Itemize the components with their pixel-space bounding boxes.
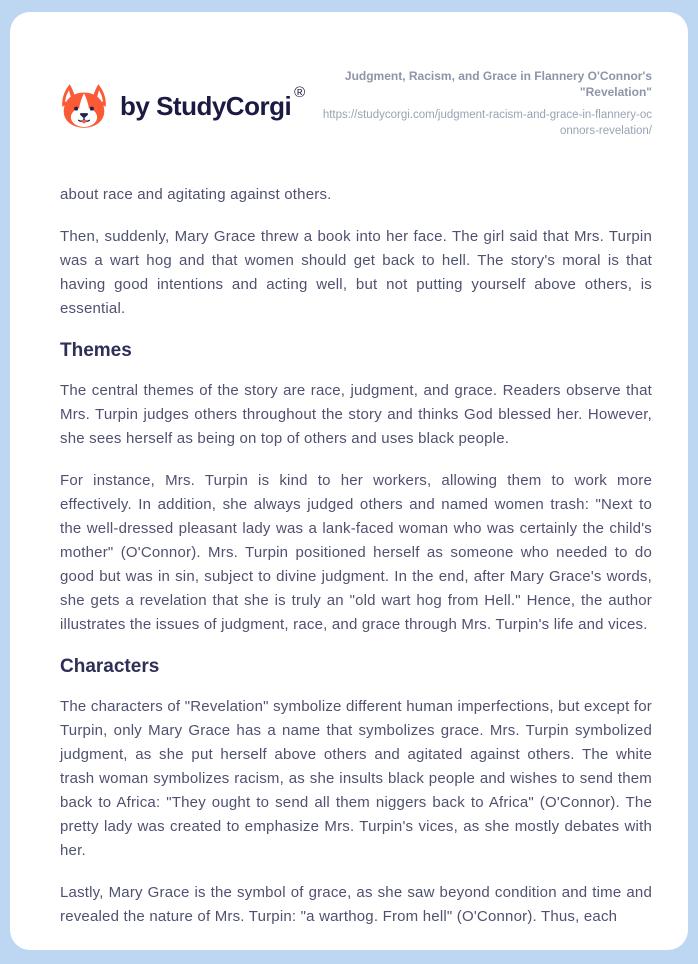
studycorgi-brand: [60, 78, 305, 134]
article-body: [60, 183, 652, 929]
brand-name: by StudyCorgi ®: [120, 83, 305, 121]
section-heading-themes: Themes: [60, 340, 132, 361]
document-page-card: [10, 12, 688, 950]
characters-paragraph-truncated: Lastly, Mary Grace is the symbol of grace, as she saw beyond condition and time and revealed the nature of Mrs. Turpin: "a warthog. From hell" (O'Connor). Thus, each: [60, 884, 652, 925]
themes-paragraph: The central themes of the story are race, judgment, and grace. Readers observe that Mrs. Turpin judges others throughout the story and thinks God blessed her. However, she sees herself as being on top of others and uses black people.: [60, 382, 652, 447]
intro-paragraph-continuation: about race and agitating against others.: [60, 186, 332, 203]
registered-trademark-mark: ®: [294, 83, 305, 101]
document-meta: [322, 66, 652, 139]
section-heading-characters: Characters: [60, 656, 160, 677]
document-source-url[interactable]: https://studycorgi.com/judgment-racism-and-grace-in-flannery-oconnors-revelation/: [322, 109, 652, 137]
document-title: Judgment, Racism, and Grace in Flannery O'Connor's "Revelation": [344, 69, 652, 99]
themes-paragraph: For instance, Mrs. Turpin is kind to her workers, allowing them to work more effectively. In addition, she always judged others and named women trash: "Next to the well-dressed pleasant lady was a lank-faced woman who was certainly the child's mother" (O'Connor). Mrs. Turpin positioned herself as someone who needed to do good but was in sin, subject to divine judgment. In the end, after Mary Grace's words, she gets a revelation that she is truly an "old wart hog from Hell." Hence, the author illustrates the issues of judgment, race, and grace through Mrs. Turpin's life and vices.: [60, 472, 652, 633]
document-header: [60, 66, 652, 139]
characters-paragraph: The characters of "Revelation" symbolize different human imperfections, but except for Turpin, only Mary Grace has a name that symbolizes grace. Mrs. Turpin symbolized judgment, as she put herself above others and agitated against others. The white trash woman symbolizes racism, as she insults black people and wishes to send them back to Africa: "They ought to send all them niggers back to Africa" (O'Connor). The pretty lady was created to emphasize Mrs. Turpin's vices, as she mostly debates with her.: [60, 698, 652, 859]
corgi-logo-icon: [60, 78, 108, 134]
intro-paragraph: Then, suddenly, Mary Grace threw a book into her face. The girl said that Mrs. Turpin was a wart hog and that women should get back to hell. The story's moral is that having good intentions and acting well, but not putting yourself above others, is essential.: [60, 228, 652, 317]
